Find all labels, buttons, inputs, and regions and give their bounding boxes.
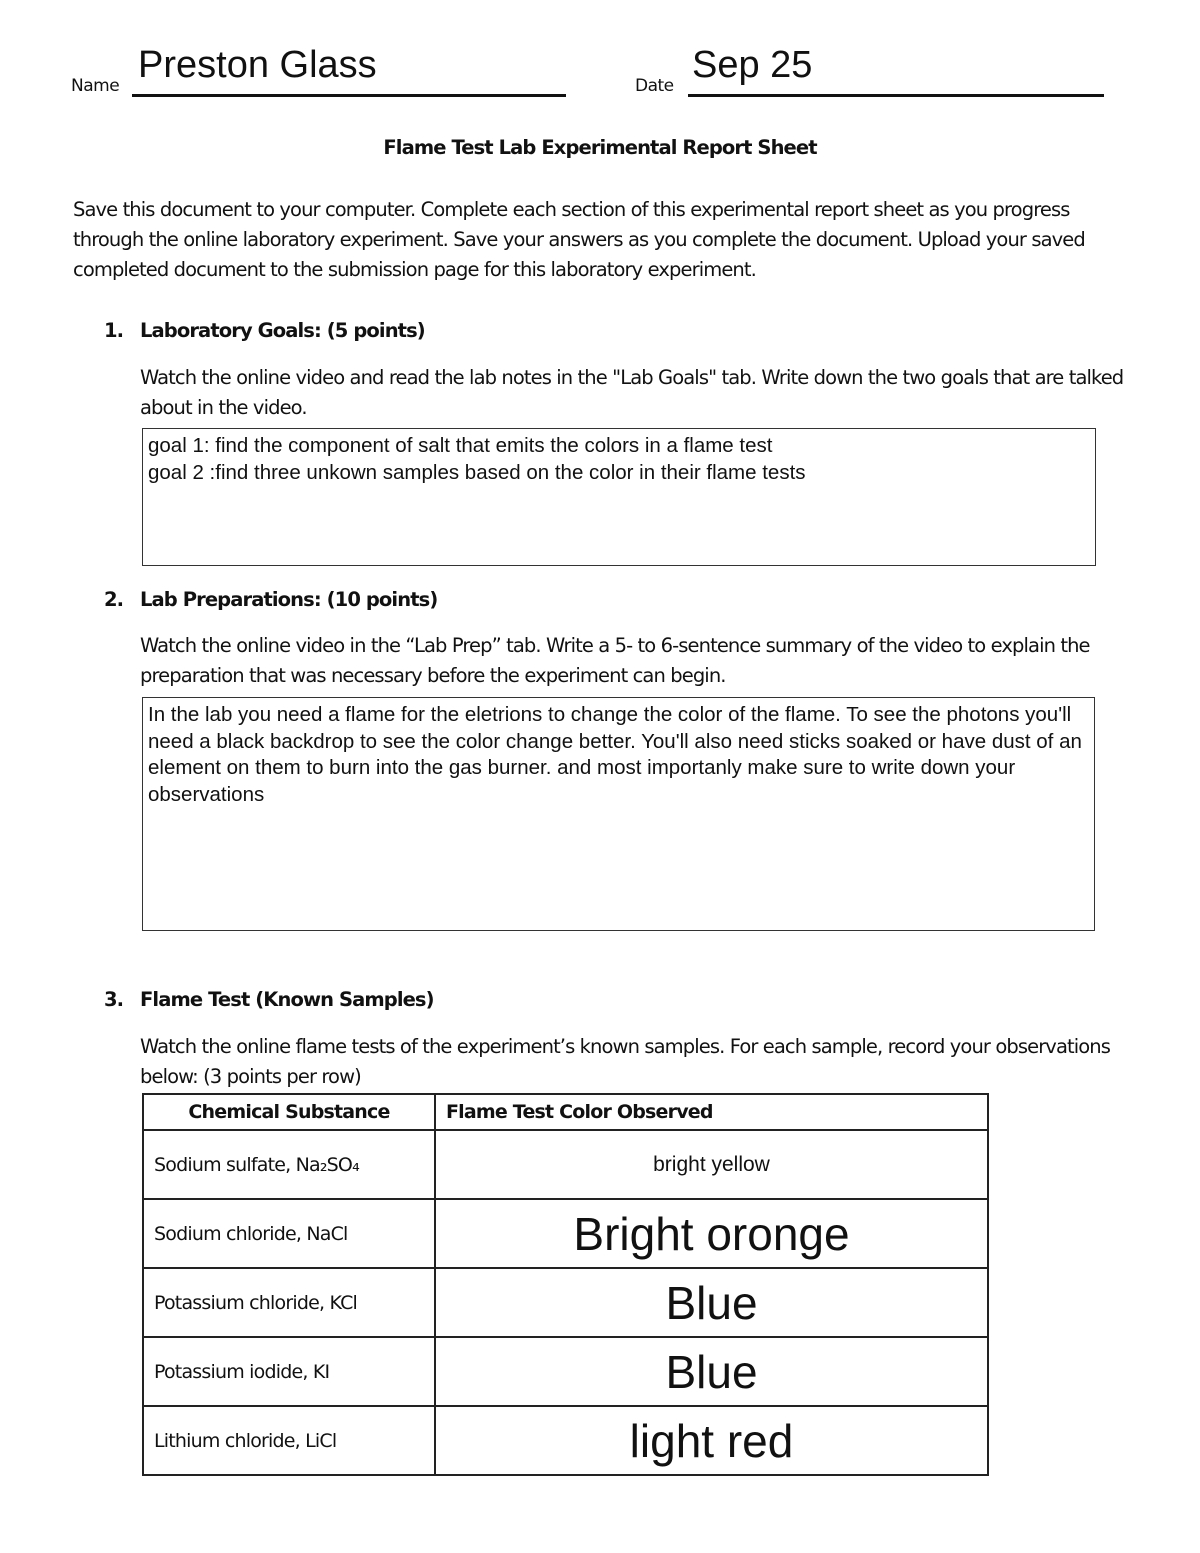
lab-prep-answer-box[interactable]: In the lab you need a flame for the eletrions to change the color of the flame. To see the photons you'll need a black backdrop to see the color change better. You'll also need sticks soaked or have dust of an element on them to burn into the gas burner. and most importanly make sure to write down your observations: [142, 697, 1095, 931]
name-field[interactable]: Preston Glass: [138, 44, 377, 86]
substance-cell: Lithium chloride, LiCl: [143, 1406, 435, 1475]
page-title: Flame Test Lab Experimental Report Sheet: [383, 136, 817, 159]
date-field[interactable]: Sep 25: [692, 44, 813, 86]
table-row: [143, 1130, 988, 1199]
goal-1-text: goal 1: find the component of salt that emits the colors in a flame test: [148, 434, 773, 457]
known-samples-table: [142, 1093, 989, 1476]
substance-cell: Sodium sulfate, Na₂SO₄: [143, 1130, 435, 1199]
section-2-instructions: Watch the online video in the “Lab Prep” tab. Write a 5- to 6-sentence summary of the video to explain the preparation that was necessary before the experiment can begin.: [140, 634, 1090, 687]
name-underline: [132, 94, 566, 97]
goal-2-text: goal 2 :find three unkown samples based on the color in their flame tests: [148, 460, 806, 484]
color-cell[interactable]: Blue: [435, 1337, 988, 1406]
header-chemical-substance: Chemical Substance: [143, 1094, 435, 1130]
section-1-instructions: Watch the online video and read the lab notes in the "Lab Goals" tab. Write down the two goals that are talked about in the video.: [140, 366, 1124, 419]
section-3-heading: Flame Test (Known Samples): [140, 988, 434, 1011]
date-label: Date: [635, 76, 674, 96]
table-row: [143, 1406, 988, 1475]
color-cell[interactable]: bright yellow: [435, 1130, 988, 1199]
date-underline: [688, 94, 1104, 97]
section-2-number: 2.: [104, 588, 124, 611]
table-header-row: [143, 1094, 988, 1130]
color-cell[interactable]: Bright oronge: [435, 1199, 988, 1268]
section-2-heading: Lab Preparations: (10 points): [140, 588, 438, 611]
table-row: [143, 1199, 988, 1268]
section-1-number: 1.: [104, 319, 124, 342]
substance-cell: Potassium chloride, KCl: [143, 1268, 435, 1337]
goals-answer-box[interactable]: [142, 428, 1096, 566]
color-cell[interactable]: Blue: [435, 1268, 988, 1337]
intro-paragraph: Save this document to your computer. Complete each section of this experimental report sheet as you progress through the online laboratory experiment. Save your answers as you complete the document. Upload your saved completed document to the submission page for this laboratory experiment.: [73, 198, 1085, 281]
substance-cell: Sodium chloride, NaCl: [143, 1199, 435, 1268]
color-cell[interactable]: light red: [435, 1406, 988, 1475]
header-flame-color: Flame Test Color Observed: [435, 1094, 988, 1130]
section-3-instructions: Watch the online flame tests of the experiment’s known samples. For each sample, record your observations below: (3 points per row): [140, 1035, 1111, 1088]
table-row: [143, 1337, 988, 1406]
section-3-number: 3.: [104, 988, 124, 1011]
name-label: Name: [71, 76, 120, 96]
section-1-heading: Laboratory Goals: (5 points): [140, 319, 425, 342]
table-row: [143, 1268, 988, 1337]
substance-cell: Potassium iodide, KI: [143, 1337, 435, 1406]
